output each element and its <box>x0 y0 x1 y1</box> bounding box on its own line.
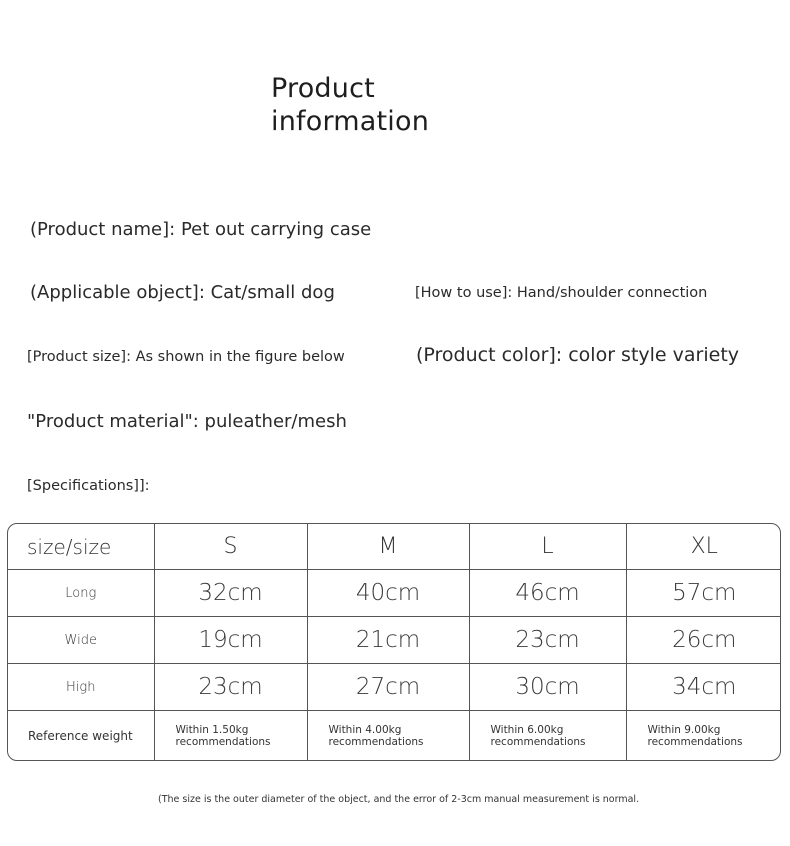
weight-l-line1: Within 6.00kg <box>490 723 564 736</box>
size-header-m: M <box>307 524 469 570</box>
size-header-l: L <box>469 524 626 570</box>
weight-m-line2: recommendations <box>328 735 424 748</box>
cell-wide-xl: 26cm <box>626 617 781 664</box>
size-table <box>7 523 781 761</box>
size-header-label: size/size <box>8 524 154 570</box>
cell-weight-m <box>307 711 469 761</box>
cell-high-m: 27cm <box>307 664 469 711</box>
product-material-field: "Product material": puleather/mesh <box>27 411 347 432</box>
weight-m-line1: Within 4.00kg <box>328 723 402 736</box>
product-name-field: (Product name]: Pet out carrying case <box>30 219 372 240</box>
row-label-high: High <box>8 664 154 711</box>
row-label-wide: Wide <box>8 617 154 664</box>
weight-xl-line1: Within 9.00kg <box>647 723 721 736</box>
table-header-row <box>8 524 781 570</box>
cell-weight-s <box>154 711 307 761</box>
table-row-wide <box>8 617 781 664</box>
cell-wide-s: 19cm <box>154 617 307 664</box>
cell-high-xl: 34cm <box>626 664 781 711</box>
cell-wide-m: 21cm <box>307 617 469 664</box>
cell-weight-xl <box>626 711 781 761</box>
cell-long-xl: 57cm <box>626 570 781 617</box>
cell-high-l: 30cm <box>469 664 626 711</box>
title-line-2: information <box>271 106 430 137</box>
cell-wide-l: 23cm <box>469 617 626 664</box>
product-color-field: (Product color]: color style variety <box>416 344 740 366</box>
cell-long-s: 32cm <box>154 570 307 617</box>
table-row-long <box>8 570 781 617</box>
measurement-footnote: (The size is the outer diameter of the object, and the error of 2-3cm manual measurement is normal. <box>158 794 640 805</box>
table-row-high <box>8 664 781 711</box>
page-title <box>271 72 429 138</box>
weight-l-line2: recommendations <box>490 735 586 748</box>
weight-s-line1: Within 1.50kg <box>175 723 249 736</box>
cell-high-s: 23cm <box>154 664 307 711</box>
size-header-xl: XL <box>626 524 781 570</box>
cell-weight-l <box>469 711 626 761</box>
weight-s-line2: recommendations <box>175 735 271 748</box>
cell-long-l: 46cm <box>469 570 626 617</box>
table-row-reference-weight <box>8 711 781 761</box>
weight-xl-line2: recommendations <box>647 735 743 748</box>
how-to-use-field: [How to use]: Hand/shoulder connection <box>415 285 708 301</box>
product-size-field: [Product size]: As shown in the figure below <box>27 349 345 365</box>
size-header-s: S <box>154 524 307 570</box>
row-label-long: Long <box>8 570 154 617</box>
specifications-heading: [Specifications]]: <box>27 478 150 494</box>
title-line-1: Product <box>271 73 375 104</box>
row-label-reference-weight: Reference weight <box>8 711 154 761</box>
applicable-object-field: (Applicable object]: Cat/small dog <box>30 282 335 303</box>
cell-long-m: 40cm <box>307 570 469 617</box>
